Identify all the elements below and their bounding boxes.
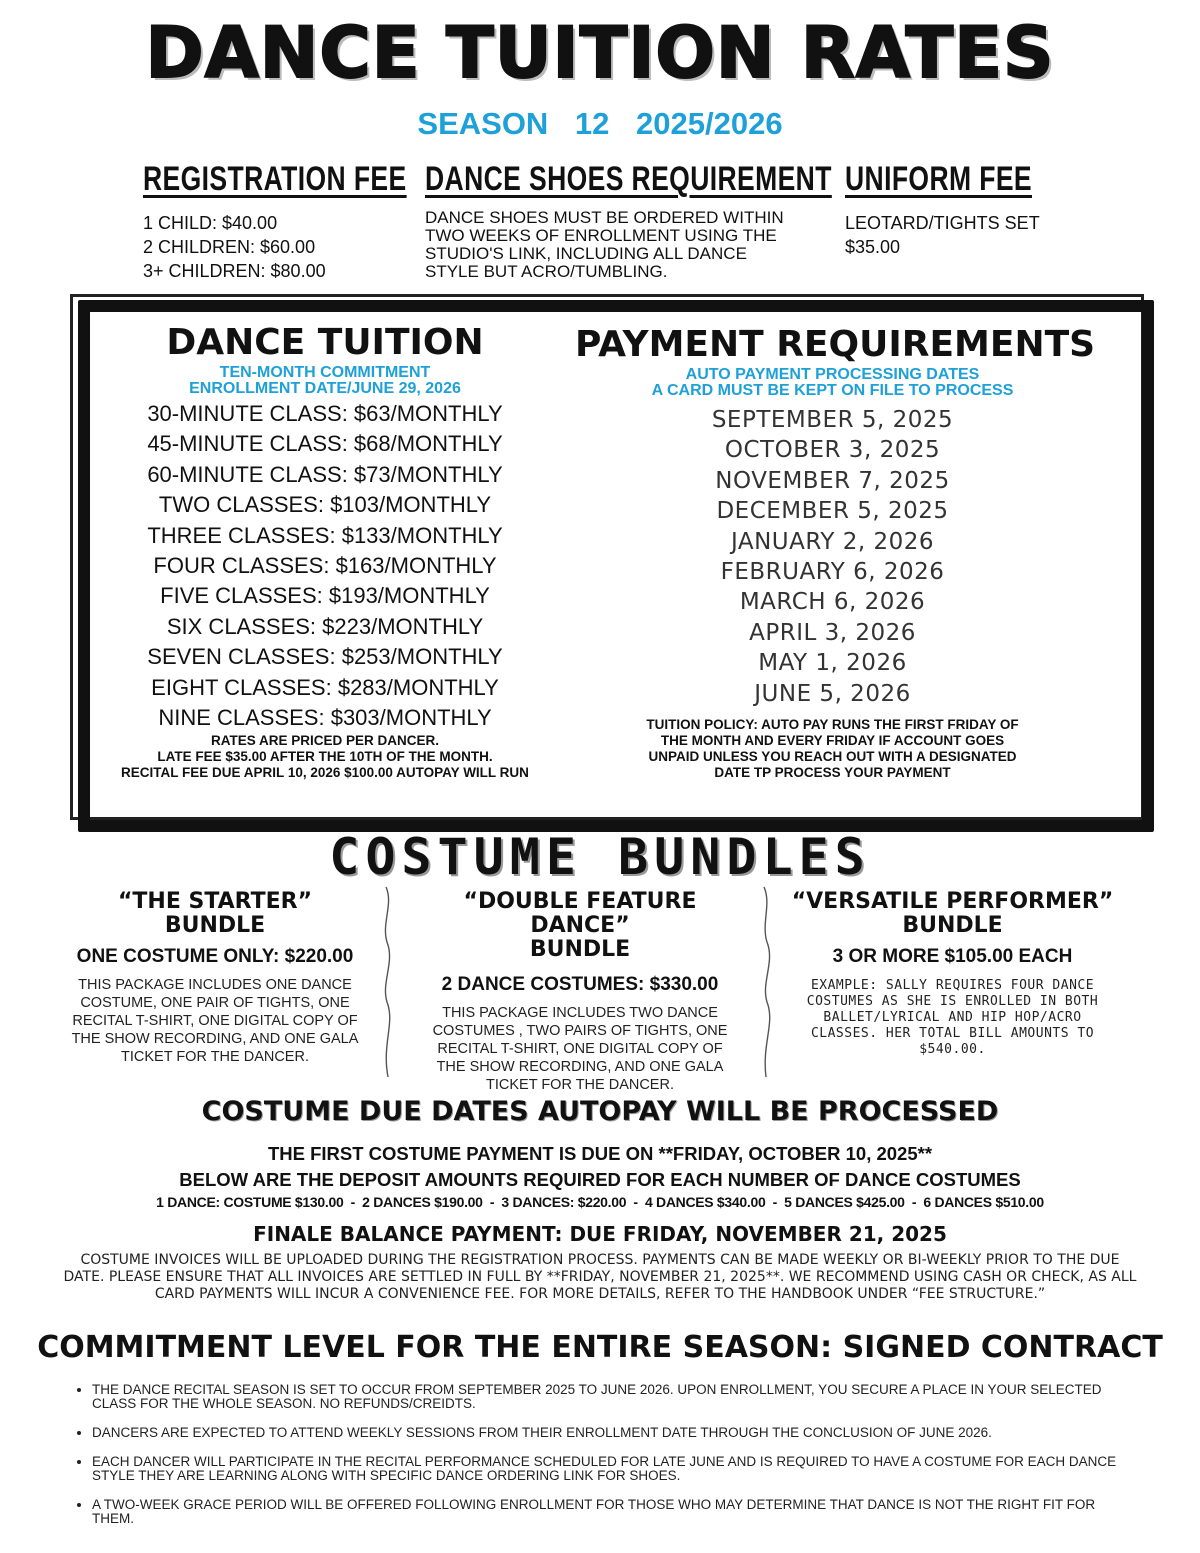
bundle-description: THIS PACKAGE INCLUDES TWO DANCE COSTUMES , TWO PAIRS OF TIGHTS, ONE RECITAL T-SHIRT, ONE DIGITAL COPY OF THE SHOW RECORDING, AND ONE GALA TICKET FOR THE DANCER. — [432, 1005, 728, 1093]
bundle-description: THIS PACKAGE INCLUDES ONE DANCE COSTUME, ONE PAIR OF TIGHTS, ONE RECITAL T-SHIRT, ONE DIGITAL COPY OF THE SHOW RECORDING, AND ONE GALA TICKET FOR THE DANCER. — [71, 977, 359, 1065]
deposit-amounts: 1 DANCE: COSTUME $130.00 - 2 DANCES $190.00 - 3 DANCES: $220.00 - 4 DANCES $340.00 - 5 DANCES $425.00 - 6 DANCES $510.00 — [156, 1194, 1044, 1210]
bundle-price: 2 DANCE COSTUMES: $330.00 — [441, 974, 719, 995]
season-label: SEASON 12 2025/2026 — [417, 106, 783, 141]
payment-date-list — [575, 405, 1090, 709]
commitment-item: • DANCERS ARE EXPECTED TO ATTEND WEEKLY SESSIONS FROM THEIR ENROLLMENT DATE THROUGH THE CONCLUSION OF JUNE 2026. — [92, 1425, 1140, 1440]
tuition-heading: DANCE TUITION — [166, 322, 484, 363]
costume-bundles-heading: COSTUME BUNDLES — [329, 828, 871, 886]
payment-date: DECEMBER 5, 2025 — [716, 498, 949, 525]
registration-heading: REGISTRATION FEE — [143, 160, 407, 198]
divider-squiggle — [378, 885, 398, 1080]
bundle-versatile-performer — [785, 890, 1120, 1058]
bundle-name: “THE STARTER” BUNDLE — [117, 889, 313, 938]
tuition-policy: TUITION POLICY: AUTO PAY RUNS THE FIRST FRIDAY OF THE MONTH AND EVERY FRIDAY IF ACCOUNT GOES UNPAID UNLESS YOU REACH OUT WITH A DESIGNATED DATE TP PROCESS YOUR PAYMENT — [646, 717, 1019, 781]
tuition-rate: EIGHT CLASSES: $283/MONTHLY — [151, 674, 499, 700]
tuition-rate-list — [110, 399, 540, 733]
commitment-item: • A TWO-WEEK GRACE PERIOD WILL BE OFFERED FOLLOWING ENROLLMENT FOR THOSE WHO MAY DETERMINE THAT DANCE IS NOT THE RIGHT FIT FOR THEM. — [92, 1497, 1140, 1526]
tuition-rate: TWO CLASSES: $103/MONTHLY — [158, 492, 492, 518]
tuition-section — [110, 322, 540, 781]
registration-section — [143, 160, 407, 283]
payment-date: MARCH 6, 2026 — [739, 589, 926, 616]
tuition-rate: FOUR CLASSES: $163/MONTHLY — [153, 553, 497, 579]
payment-date: MAY 1, 2026 — [758, 650, 907, 677]
payment-subtitle: AUTO PAYMENT PROCESSING DATES A CARD MUST BE KEPT ON FILE TO PROCESS — [651, 366, 1014, 399]
commitment-item: • THE DANCE RECITAL SEASON IS SET TO OCCUR FROM SEPTEMBER 2025 TO JUNE 2026. UPON ENROLLMENT, YOU SECURE A PLACE IN YOUR SELECTED CLASS FOR THE WHOLE SEASON. NO REFUNDS/CREIDTS. — [92, 1382, 1140, 1411]
bundle-description: EXAMPLE: SALLY REQUIRES FOUR DANCE COSTUMES AS SHE IS ENROLLED IN BOTH BALLET/LYRICAL AND HIP HOP/ACRO CLASSES. HER TOTAL BILL AMOUNTS TO $540.00. — [806, 978, 1099, 1057]
bundle-name: “DOUBLE FEATURE DANCE” BUNDLE — [463, 889, 697, 962]
tuition-rate: 45-MINUTE CLASS: $68/MONTHLY — [147, 431, 503, 457]
payment-date: JUNE 5, 2026 — [754, 680, 911, 707]
commitment-list — [72, 1382, 1140, 1540]
payment-date: FEBRUARY 6, 2026 — [720, 559, 945, 586]
finale-balance-line: FINALE BALANCE PAYMENT: DUE FRIDAY, NOVEMBER 21, 2025 — [253, 1222, 947, 1246]
payment-date: NOVEMBER 7, 2025 — [715, 467, 950, 494]
tuition-subtitle: TEN-MONTH COMMITMENT ENROLLMENT DATE/JUNE 29, 2026 — [189, 364, 461, 397]
tuition-notes: RATES ARE PRICED PER DANCER. LATE FEE $35.00 AFTER THE 10TH OF THE MONTH. RECITAL FEE DUE APRIL 10, 2026 $100.00 AUTOPAY WILL RUN — [121, 733, 529, 781]
divider-squiggle — [758, 885, 778, 1080]
payment-heading: PAYMENT REQUIREMENTS — [575, 324, 1096, 365]
tuition-rate: SEVEN CLASSES: $253/MONTHLY — [147, 644, 503, 670]
bundle-double-feature — [415, 890, 745, 1094]
payment-date: JANUARY 2, 2026 — [730, 528, 935, 555]
bundle-starter — [60, 890, 370, 1066]
shoes-text: DANCE SHOES MUST BE ORDERED WITHIN TWO WEEKS OF ENROLLMENT USING THE STUDIO'S LINK, INCLUDING ALL DANCE STYLE BUT ACRO/TUMBLING. — [425, 208, 784, 281]
shoes-heading: DANCE SHOES REQUIREMENT — [425, 160, 832, 198]
tuition-rate: NINE CLASSES: $303/MONTHLY — [158, 705, 492, 731]
deposit-heading: BELOW ARE THE DEPOSIT AMOUNTS REQUIRED FOR EACH NUMBER OF DANCE COSTUMES — [179, 1169, 1021, 1190]
uniform-line: LEOTARD/TIGHTS SET — [845, 213, 1040, 233]
bundle-price: 3 OR MORE $105.00 EACH — [832, 946, 1073, 967]
tuition-rate: SIX CLASSES: $223/MONTHLY — [166, 613, 484, 639]
uniform-section — [845, 160, 1085, 259]
registration-line: 1 CHILD: $40.00 — [143, 213, 278, 233]
tuition-rate: 30-MINUTE CLASS: $63/MONTHLY — [147, 401, 503, 426]
first-payment-line: THE FIRST COSTUME PAYMENT IS DUE ON **FRIDAY, OCTOBER 10, 2025** — [267, 1143, 933, 1164]
payment-section — [575, 324, 1096, 781]
shoes-section — [425, 160, 832, 281]
payment-date: OCTOBER 3, 2025 — [724, 437, 941, 464]
uniform-heading: UNIFORM FEE — [845, 160, 1032, 198]
commitment-heading: COMMITMENT LEVEL FOR THE ENTIRE SEASON: SIGNED CONTRACT — [37, 1330, 1163, 1365]
registration-line: 2 CHILDREN: $60.00 — [143, 237, 316, 257]
tuition-rate: FIVE CLASSES: $193/MONTHLY — [160, 583, 490, 609]
costume-invoice-details: COSTUME INVOICES WILL BE UPLOADED DURING THE REGISTRATION PROCESS. PAYMENTS CAN BE MADE WEEKLY OR BI-WEEKLY PRIOR TO THE DUE DATE. PLEASE ENSURE THAT ALL INVOICES ARE SETTLED IN FULL BY **FRIDAY, NOVEMBER 21, 2025**. WE RECOMMEND USING CASH OR CHECK, AS ALL CARD PAYMENTS WILL INCUR A CONVENIENCE FEE. FOR MORE DETAILS, REFER TO THE HANDBOOK UNDER “FEE STRUCTURE.” — [63, 1252, 1137, 1302]
registration-line: 3+ CHILDREN: $80.00 — [143, 261, 326, 281]
payment-date: APRIL 3, 2026 — [749, 619, 916, 646]
tuition-rate: 60-MINUTE CLASS: $73/MONTHLY — [147, 461, 503, 487]
payment-date: SEPTEMBER 5, 2025 — [711, 407, 954, 433]
uniform-line: $35.00 — [845, 237, 901, 257]
bundle-price: ONE COSTUME ONLY: $220.00 — [76, 946, 354, 967]
tuition-rate: THREE CLASSES: $133/MONTHLY — [147, 522, 503, 548]
commitment-item: • EACH DANCER WILL PARTICIPATE IN THE RECITAL PERFORMANCE SCHEDULED FOR LATE JUNE AND IS REQUIRED TO HAVE A COSTUME FOR EACH DANCE STYLE THEY ARE LEARNING ALONG WITH SPECIFIC DANCE ORDERING LINK FOR SHOES. — [92, 1454, 1140, 1483]
costume-due-heading: COSTUME DUE DATES AUTOPAY WILL BE PROCESSED — [201, 1096, 999, 1127]
bundle-name: “VERSATILE PERFORMER” BUNDLE — [791, 889, 1114, 938]
page-title: DANCE TUITION RATES — [145, 12, 1055, 94]
